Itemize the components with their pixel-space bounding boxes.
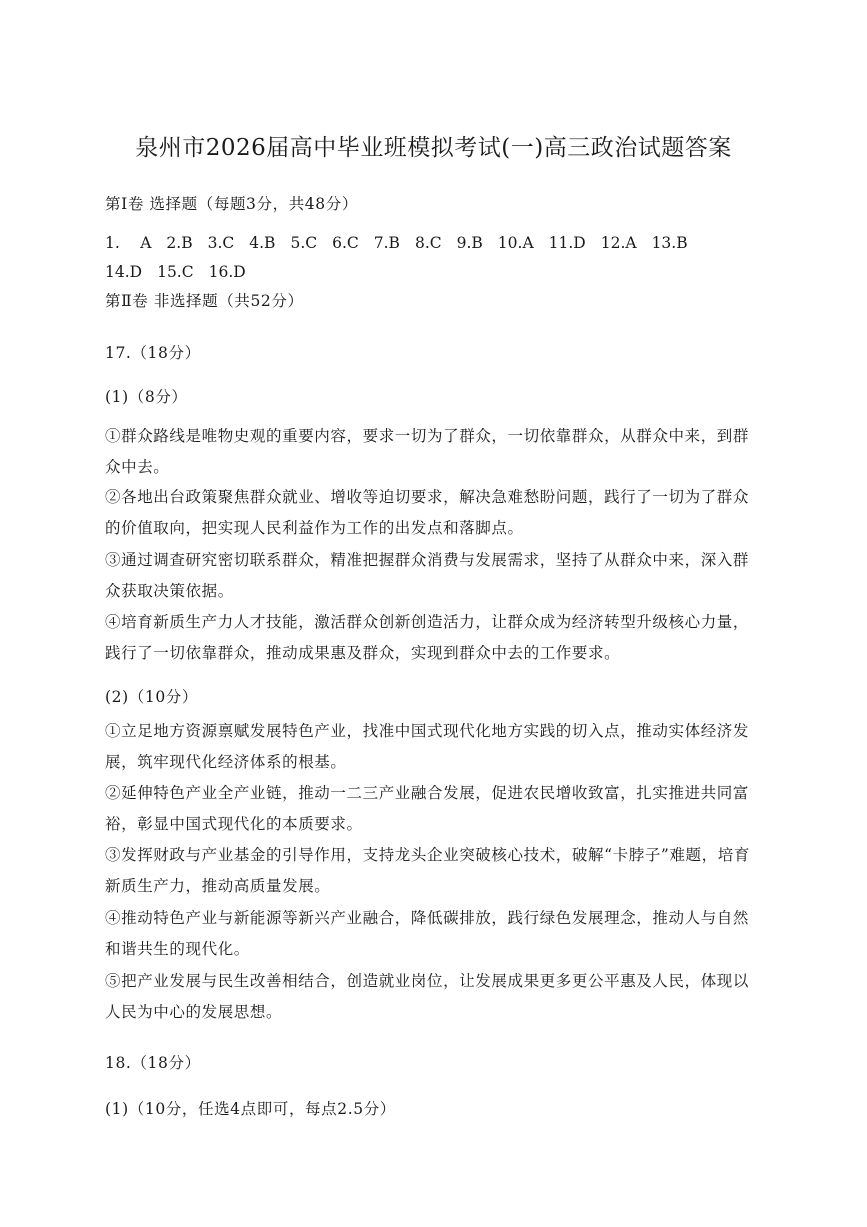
question-18-part1-heading: (1)（10分，任选4点即可，每点2.5分） xyxy=(105,1100,396,1118)
q17-part1-point-2: ②各地出台政策聚焦群众就业、增收等迫切要求，解决急难愁盼问题，践行了一切为了群众的价值取向，把实现人民利益作为工作的出发点和落脚点。 xyxy=(105,488,750,537)
answer-item: 16.D xyxy=(208,263,246,281)
answer-item: 12.A xyxy=(600,234,637,252)
multiple-choice-answers xyxy=(105,229,765,287)
answer-item: 4.B xyxy=(249,234,276,252)
answer-item: 10.A xyxy=(497,234,534,252)
question-17-heading: 17.（18分） xyxy=(105,344,201,362)
q17-part2-point-3: ③发挥财政与产业基金的引导作用，支持龙头企业突破核心技术，破解“卡脖子”难题，培育新质生产力，推动高质量发展。 xyxy=(105,846,750,895)
question-17-part2-heading: (2)（10分） xyxy=(105,688,198,706)
document-title: 泉州市2026届高中毕业班模拟考试(一)高三政治试题答案 xyxy=(135,135,732,161)
answer-item: 8.C xyxy=(414,234,442,252)
answer-item: 1. A xyxy=(105,234,152,252)
q17-part2-point-4: ④推动特色产业与新能源等新兴产业融合，降低碳排放，践行绿色发展理念，推动人与自然和谐共生的现代化。 xyxy=(105,909,750,958)
answer-item: 14.D xyxy=(105,263,143,281)
answer-item: 2.B xyxy=(166,234,193,252)
answer-item: 9.B xyxy=(456,234,483,252)
question-18-heading: 18.（18分） xyxy=(105,1054,201,1072)
q17-part1-point-1: ①群众路线是唯物史观的重要内容，要求一切为了群众，一切依靠群众，从群众中来，到群众中去。 xyxy=(105,427,750,476)
answer-item: 15.C xyxy=(157,263,194,281)
q17-part2-point-2: ②延伸特色产业全产业链，推动一二三产业融合发展，促进农民增收致富，扎实推进共同富裕，彰显中国式现代化的本质要求。 xyxy=(105,784,750,833)
answer-item: 6.C xyxy=(332,234,359,252)
section2-heading: 第Ⅱ卷 非选择题（共52分） xyxy=(105,292,304,310)
q17-part2-point-1: ①立足地方资源禀赋发展特色产业，找准中国式现代化地方实践的切入点，推动实体经济发展，筑牢现代化经济体系的根基。 xyxy=(105,722,750,771)
answer-item: 11.D xyxy=(548,234,586,252)
answer-item: 3.C xyxy=(207,234,235,252)
question-17-part1-heading: (1)（8分） xyxy=(105,388,188,406)
answer-item: 5.C xyxy=(290,234,318,252)
q17-part1-point-4: ④培育新质生产力人才技能，激活群众创新创造活力，让群众成为经济转型升级核心力量，践行了一切依靠群众，推动成果惠及群众，实现到群众中去的工作要求。 xyxy=(105,613,750,662)
answer-item: 7.B xyxy=(373,234,400,252)
q17-part2-point-5: ⑤把产业发展与民生改善相结合，创造就业岗位，让发展成果更多更公平惠及人民，体现以人民为中心的发展思想。 xyxy=(105,972,750,1021)
section1-heading: 第Ⅰ卷 选择题（每题3分，共48分） xyxy=(105,195,358,213)
q17-part1-point-3: ③通过调查研究密切联系群众，精准把握群众消费与发展需求，坚持了从群众中来，深入群众获取决策依据。 xyxy=(105,551,750,600)
answer-item: 13.B xyxy=(651,234,688,252)
